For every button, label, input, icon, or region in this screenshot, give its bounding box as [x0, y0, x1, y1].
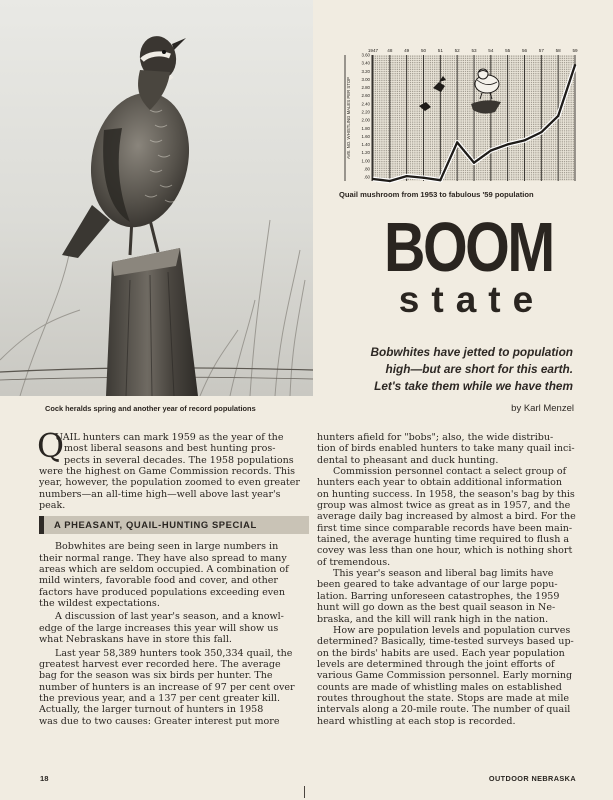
- text-line: lation. Barring unforeseen catastrophes, the 1959: [317, 590, 560, 602]
- text-line: peak.: [39, 500, 66, 512]
- headline-boom: BOOM: [384, 208, 553, 286]
- data-point: [574, 64, 576, 66]
- article-deck: [339, 344, 573, 395]
- running-footer: OUTDOOR NEBRASKA: [488, 774, 576, 783]
- y-tick-label: 3.00: [361, 76, 370, 82]
- y-tick-label: 2.40: [361, 101, 370, 107]
- data-point: [473, 162, 475, 164]
- data-point: [389, 180, 391, 182]
- text-line: what Nebraskans have in store this fall.: [39, 634, 232, 646]
- data-point: [490, 149, 492, 151]
- paragraph: [317, 625, 587, 727]
- paragraph: [317, 568, 587, 625]
- data-point: [540, 131, 542, 133]
- y-tick-label: 2.20: [361, 109, 370, 115]
- y-tick-label: 3.40: [361, 60, 370, 66]
- quail-photo: [0, 0, 313, 396]
- data-point: [372, 178, 374, 180]
- text-line: How are population levels and population curves: [333, 624, 571, 636]
- paragraph: [317, 432, 587, 466]
- headline-state: state: [398, 279, 546, 320]
- text-line: first time since comparable records have been main-: [317, 522, 573, 534]
- text-line: intervals along a 20-mile route. The number of quail: [317, 704, 571, 716]
- text-line: covey was less than one hour, which is nothing short: [317, 545, 573, 557]
- text-line: average daily bag increased by almost a bird. For the: [317, 511, 576, 523]
- data-point: [557, 115, 559, 117]
- text-line: year, however, the population zoomed to even greater: [39, 477, 300, 489]
- text-line: This year's season and liberal bag limits have: [333, 568, 554, 580]
- chart-svg: [339, 44, 579, 187]
- population-chart: [339, 44, 579, 187]
- x-tick-label: 50: [420, 48, 427, 53]
- text-line: routes throughout the state. Stops are made at mile: [317, 692, 570, 704]
- x-tick-label: 55: [505, 48, 511, 53]
- y-tick-label: .60: [363, 174, 370, 180]
- text-line: edge of the large increases this year will show us: [39, 622, 279, 634]
- text-line: factors have produced populations exceeding even: [39, 586, 285, 598]
- y-tick-label: 2.60: [361, 93, 370, 99]
- text-line: braska, and the kill will rank high in the nation.: [317, 613, 549, 625]
- text-line: Last year 58,389 hunters took 350,334 quail, the: [55, 647, 293, 659]
- text-line: Bobwhites are being seen in large numbers in: [55, 541, 279, 553]
- lead-paragraph: [37, 426, 309, 512]
- data-point: [405, 175, 407, 177]
- text-line: hunters each year to obtain additional information: [317, 477, 562, 489]
- paragraph: [39, 541, 309, 609]
- text-line: heard whistling at each stop is recorded.: [317, 715, 516, 727]
- chart-caption: Quail mushroom from 1953 to fabulous '59 population: [339, 190, 534, 199]
- y-tick-label: 2.00: [361, 117, 370, 123]
- paragraph: [317, 466, 587, 568]
- quail-on-post-illustration: [0, 0, 313, 396]
- data-point: [456, 141, 458, 143]
- section-subhead: A PHEASANT, QUAIL-HUNTING SPECIAL: [39, 516, 309, 534]
- body-column-left: [37, 426, 309, 727]
- text-line: numbers—an all-time high—well above last year's: [39, 488, 281, 500]
- text-line: various Game Commission personnel. Early morning: [317, 670, 573, 682]
- text-line: determined? Basically, time-tested surveys based up-: [317, 636, 574, 648]
- paragraph: [39, 648, 309, 727]
- y-axis-label: AVE. NO. WHISTLING MALES PER STOP: [346, 77, 351, 159]
- text-line: their normal range. They have also spread to many: [39, 552, 287, 564]
- text-line: was due to two causes: Greater interest put more: [39, 715, 280, 727]
- text-line: hunt will go down as the best quail season in Ne-: [317, 602, 556, 614]
- text-line: greatest harvest ever recorded here. The average: [39, 658, 281, 670]
- text-line: mild winters, favorable food and cover, and other: [39, 575, 278, 587]
- byline: by Karl Menzel: [511, 403, 574, 414]
- text-line: tion of birds enabled hunters to take many quail inci-: [317, 443, 575, 455]
- text-line: UAIL hunters can mark 1959 as the year of the: [55, 432, 284, 443]
- text-line: bag for the season was six birds per hunter. The: [39, 670, 273, 682]
- y-tick-label: 1.00: [361, 158, 370, 164]
- y-tick-label: 3.20: [361, 68, 370, 74]
- x-tick-label: 59: [572, 48, 578, 53]
- text-line: on the birds' habits are used. Each year population: [317, 647, 565, 659]
- text-line: number of hunters is an increase of 97 per cent over: [39, 681, 295, 693]
- text-line: of tremendous.: [317, 556, 391, 568]
- text-line: been geared to take advantage of our large popu-: [317, 579, 558, 591]
- text-line: group was almost twice as great as in 1957, and the: [317, 500, 571, 512]
- drop-cap: Q: [37, 426, 65, 465]
- text-line: areas which are seldom occupied. A combination of: [39, 564, 289, 576]
- photo-caption: Cock heralds spring and another year of record populations: [45, 404, 256, 413]
- y-tick-label: .80: [363, 166, 370, 172]
- text-line: were the highest on Game Commission records. This: [39, 466, 296, 478]
- y-tick-label: 2.80: [361, 85, 370, 91]
- x-tick-label: 53: [471, 48, 477, 53]
- gutter-mark: [304, 786, 305, 798]
- deck-line: Let's take them while we have them: [374, 379, 573, 393]
- page-number: 18: [40, 774, 49, 783]
- y-tick-label: 1.60: [361, 133, 370, 139]
- x-tick-label: 56: [521, 48, 528, 53]
- x-tick-label: 49: [404, 48, 410, 53]
- x-tick-label: 51: [437, 48, 443, 53]
- text-line: counts are made of whistling males on established: [317, 681, 562, 693]
- text-line: Actually, the larger turnout of hunters in 1958: [39, 704, 264, 716]
- text-line: A discussion of last year's season, and a knowl-: [55, 611, 284, 623]
- text-line: pects in several decades. The 1958 populations: [64, 454, 294, 466]
- y-tick-label: 3.60: [361, 52, 370, 58]
- text-line: the wildest expectations.: [39, 598, 160, 610]
- text-line: dental to pheasant and duck hunting.: [317, 454, 499, 466]
- y-tick-label: 1.40: [361, 142, 370, 148]
- x-tick-label: 1947: [367, 48, 379, 53]
- text-line: Commission personnel contact a select group of: [333, 466, 567, 478]
- x-tick-label: 57: [538, 48, 544, 53]
- data-point: [422, 177, 424, 179]
- y-tick-label: 1.80: [361, 125, 370, 131]
- data-point: [523, 139, 525, 141]
- text-line: levels are determined through the joint efforts of: [317, 658, 555, 670]
- data-point: [439, 179, 441, 181]
- x-tick-label: 52: [454, 48, 460, 53]
- y-tick-label: 1.20: [361, 150, 370, 156]
- x-tick-label: 54: [488, 48, 494, 53]
- deck-line: Bobwhites have jetted to population: [370, 345, 573, 359]
- text-line: tained, the average hunting time required to flush a: [317, 534, 570, 546]
- text-line: most liberal seasons and best hunting pros-: [64, 443, 276, 455]
- x-tick-label: 48: [387, 48, 393, 53]
- deck-line: high—but are short for this earth.: [385, 362, 573, 376]
- body-column-right: [317, 432, 587, 727]
- text-line: on hunting success. In 1958, the season's bag by this: [317, 488, 575, 500]
- x-tick-label: 58: [555, 48, 561, 53]
- text-line: the previous year, and a 137 per cent greater kill.: [39, 692, 281, 704]
- text-line: hunters afield for "bobs"; also, the wide distribu-: [317, 432, 554, 443]
- paragraph: [39, 611, 309, 645]
- data-point: [506, 143, 508, 145]
